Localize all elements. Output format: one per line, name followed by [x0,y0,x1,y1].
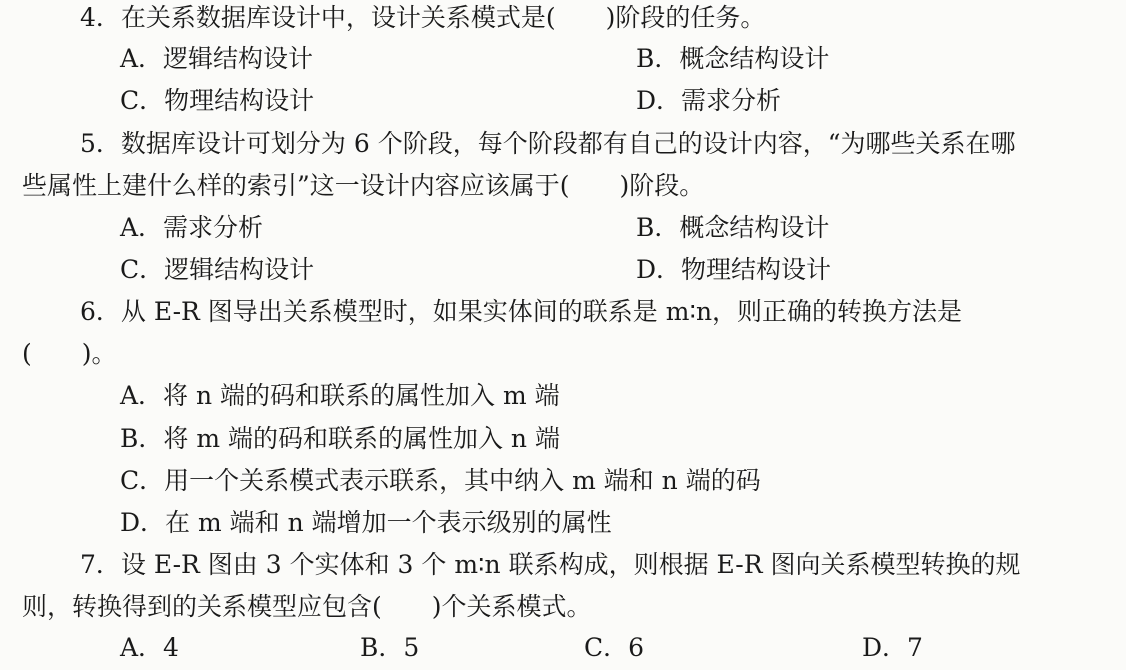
question-4-stem: 4．在关系数据库设计中，设计关系模式是( )阶段的任务。 [80,3,766,32]
question-7-option-b[interactable]: B．5 [360,633,420,662]
question-5-option-b[interactable]: B．概念结构设计 [636,213,830,242]
question-7-option-d[interactable]: D．7 [862,633,923,662]
question-4-option-c[interactable]: C．物理结构设计 [120,86,315,115]
question-5-option-c[interactable]: C．逻辑结构设计 [120,255,315,284]
question-6-option-a[interactable]: A．将 n 端的码和联系的属性加入 m 端 [120,381,560,410]
question-6-stem-line-2: ( )。 [22,339,117,368]
question-7-option-c[interactable]: C．6 [584,633,645,662]
question-7-stem-line-2: 则，转换得到的关系模型应包含( )个关系模式。 [22,592,592,621]
question-5-stem-line-1: 5．数据库设计可划分为 6 个阶段，每个阶段都有自己的设计内容，“为哪些关系在哪 [80,129,1016,158]
question-5-option-a[interactable]: A．需求分析 [120,213,264,242]
question-6-option-d[interactable]: D．在 m 端和 n 端增加一个表示级别的属性 [120,508,612,537]
question-6-stem-line-1: 6．从 E-R 图导出关系模型时，如果实体间的联系是 m∶n，则正确的转换方法是 [80,297,963,326]
question-5-stem-line-2: 些属性上建什么样的索引”这一设计内容应该属于( )阶段。 [22,171,705,200]
question-6-option-c[interactable]: C．用一个关系模式表示联系，其中纳入 m 端和 n 端的码 [120,466,761,495]
question-6-option-b[interactable]: B．将 m 端的码和联系的属性加入 n 端 [120,424,560,453]
question-7-stem-line-1: 7．设 E-R 图由 3 个实体和 3 个 m∶n 联系构成，则根据 E-R 图向关系模型转换的规 [80,550,1021,579]
question-7-option-a[interactable]: A．4 [120,633,179,662]
question-5-option-d[interactable]: D．物理结构设计 [636,255,832,284]
question-4-option-a[interactable]: A．逻辑结构设计 [120,44,314,73]
question-4-option-d[interactable]: D．需求分析 [636,86,782,115]
question-4-option-b[interactable]: B．概念结构设计 [636,44,830,73]
